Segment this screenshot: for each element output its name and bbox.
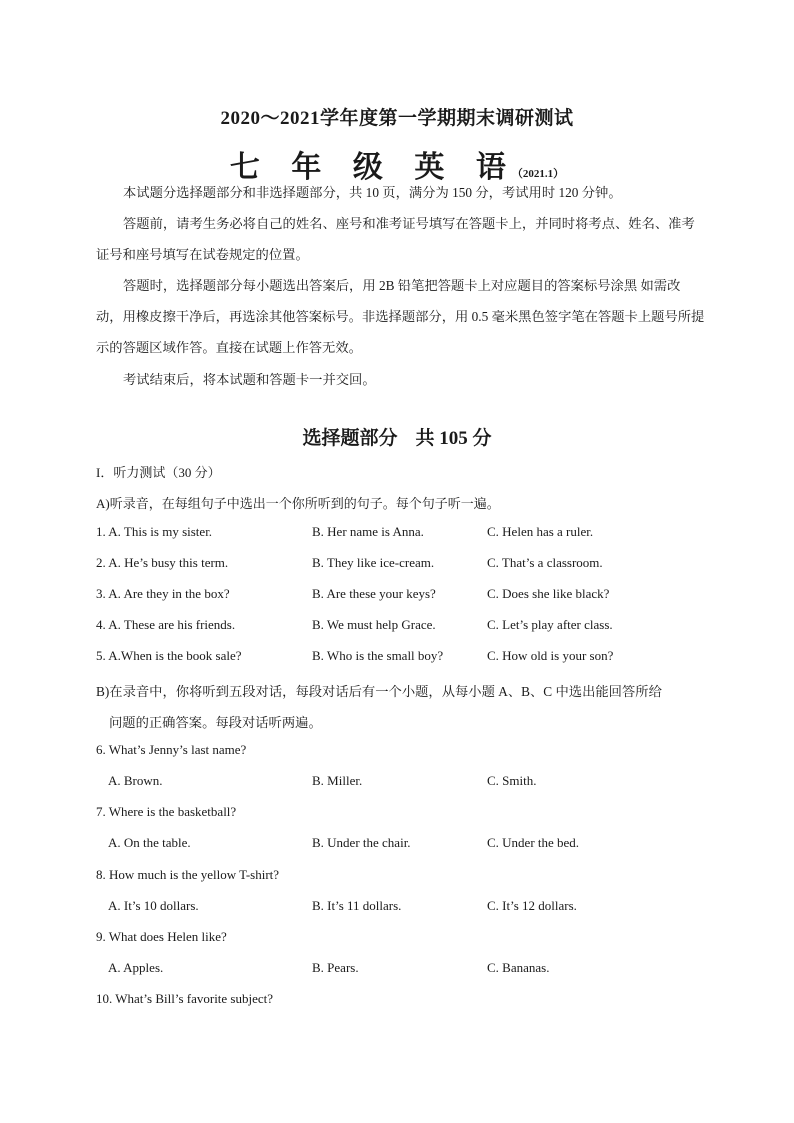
question-option-b: B. Who is the small boy? <box>312 648 444 663</box>
partB-instruction-line2: 问题的正确答案。每段对话听两遍。 <box>109 715 322 730</box>
instruction-paragraph-1: 本试题分选择题部分和非选择题部分，共 10 页，满分为 150 分，考试用时 120 分钟。 <box>123 185 622 200</box>
subject-title: 七 年 级 英 语 <box>229 151 518 184</box>
question-option-b: B. Are these your keys? <box>312 586 436 601</box>
question-stem: 8. How much is the yellow T-shirt? <box>96 867 280 882</box>
partA-instruction: A)听录音，在每组句子中选出一个你所听到的句子。每个句子听一遍。 <box>96 496 500 511</box>
question-stem: 7. Where is the basketball? <box>96 804 237 819</box>
exam-date: （2021.1） <box>511 168 565 180</box>
answer-option-c: C. It’s 12 dollars. <box>487 898 577 913</box>
instruction-paragraph-3: 答题时，选择题部分每小题选出答案后，用 2B 铅笔把答题卡上对应题目的答案标号涂黑 如需改动，用橡皮擦干净后，再选涂其他答案标号。非选择题部分，用 0.5 毫米黑色签字笔在答题卡上题号所提示的答题区域作答。直接在试题上作答无效。 <box>96 278 705 355</box>
section-title: 选择题部分 <box>302 428 398 449</box>
question-option-c: C. Does she like black? <box>487 586 610 601</box>
answer-option-a: A. It’s 10 dollars. <box>108 898 199 913</box>
instruction-paragraph-2: 答题前，请考生务必将自己的姓名、座号和准考证号填写在答题卡上，并同时将考点、姓名、准考证号和座号填写在试卷规定的位置。 <box>96 216 695 262</box>
question-option-c: C. Let’s play after class. <box>487 617 613 632</box>
answer-option-c: C. Smith. <box>487 773 537 788</box>
question-option-b: B. We must help Grace. <box>312 617 436 632</box>
answer-option-b: B. Pears. <box>312 960 359 975</box>
section-heading <box>0 423 794 450</box>
question-option-c: C. That’s a classroom. <box>487 555 603 570</box>
instruction-paragraph-4: 考试结束后，将本试题和答题卡一并交回。 <box>123 372 376 387</box>
partB-instruction <box>96 676 706 738</box>
question-option-a: 2. A. He’s busy this term. <box>96 555 229 570</box>
question-stem: 9. What does Helen like? <box>96 929 227 944</box>
part1-title: I．听力测试（30 分） <box>96 465 221 480</box>
question-option-a: 1. A. This is my sister. <box>96 524 213 539</box>
question-stem: 6. What’s Jenny’s last name? <box>96 742 247 757</box>
answer-option-c: C. Bananas. <box>487 960 550 975</box>
answer-option-b: B. Miller. <box>312 773 363 788</box>
question-option-a: 5. A.When is the book sale? <box>96 648 242 663</box>
answer-option-c: C. Under the bed. <box>487 835 580 850</box>
question-option-c: C. Helen has a ruler. <box>487 524 594 539</box>
answer-option-a: A. On the table. <box>108 835 191 850</box>
exam-title: 2020～2021学年度第一学期期末调研测试 <box>220 108 574 129</box>
question-option-c: C. How old is your son? <box>487 648 614 663</box>
answer-option-a: A. Apples. <box>108 960 164 975</box>
answer-option-a: A. Brown. <box>108 773 163 788</box>
question-stem: 10. What’s Bill’s favorite subject? <box>96 991 274 1006</box>
partB-instruction-line1: B)在录音中，你将听到五段对话，每段对话后有一个小题，从每小题 A、B、C 中选出能回答所给 <box>96 684 662 699</box>
section-points: 共 105 分 <box>415 428 492 449</box>
question-option-a: 4. A. These are his friends. <box>96 617 236 632</box>
answer-option-b: B. Under the chair. <box>312 835 411 850</box>
question-option-b: B. They like ice-cream. <box>312 555 435 570</box>
question-option-a: 3. A. Are they in the box? <box>96 586 230 601</box>
answer-option-b: B. It’s 11 dollars. <box>312 898 402 913</box>
question-option-b: B. Her name is Anna. <box>312 524 424 539</box>
